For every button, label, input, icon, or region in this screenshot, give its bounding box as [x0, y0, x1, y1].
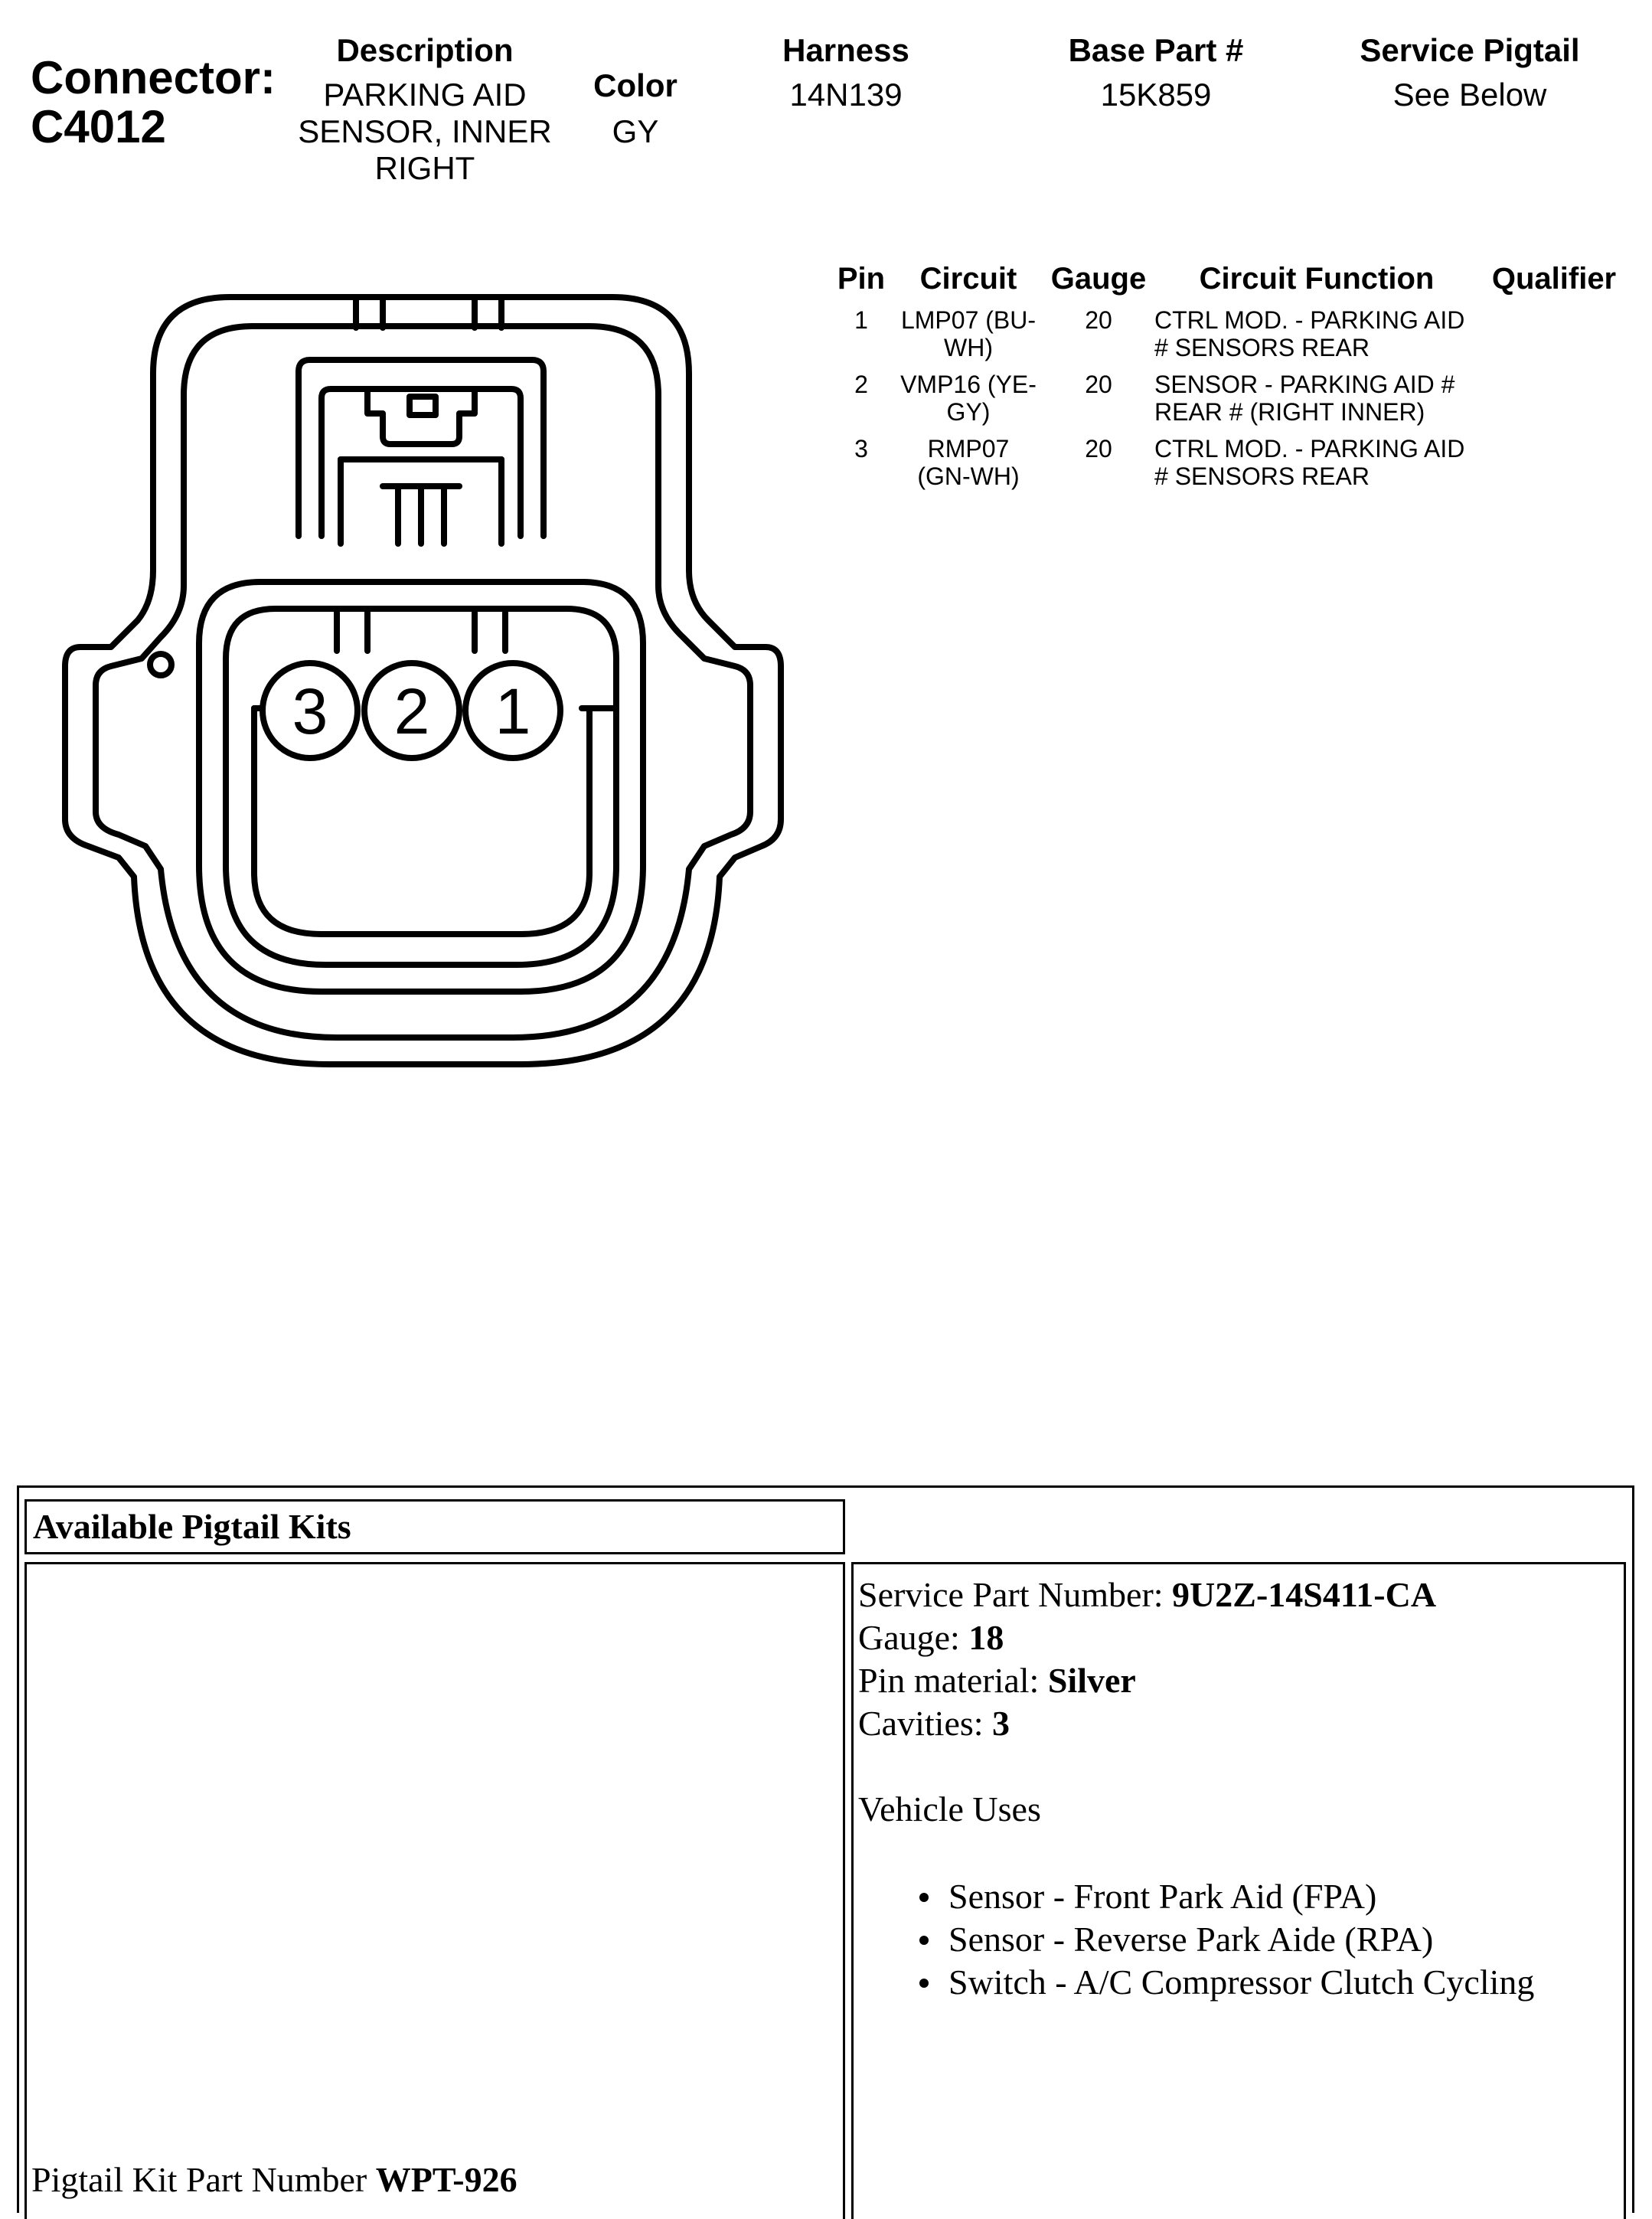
service-part-value: 9U2Z-14S411-CA — [1172, 1575, 1437, 1614]
circuit-line: WH) — [944, 334, 993, 361]
connector-title — [31, 54, 276, 152]
circuit-cell — [888, 306, 1049, 361]
service-pigtail-value: See Below — [1392, 77, 1547, 113]
function-line: CTRL MOD. - PARKING AID — [1154, 435, 1465, 462]
latch-notch — [150, 654, 171, 675]
color-value: GY — [612, 113, 659, 149]
base-part-label: Base Part # — [1068, 32, 1244, 68]
circuit-function-header: Circuit Function — [1199, 262, 1435, 296]
pin-material — [858, 1659, 1624, 1702]
circuit-line: GY) — [946, 398, 991, 426]
pin-cell: 1 — [854, 306, 868, 334]
kits-title-cell — [24, 1499, 845, 1554]
harness-value: 14N139 — [789, 77, 903, 113]
latch-window — [410, 397, 436, 415]
pin-header: Pin — [837, 262, 886, 296]
kit-gauge-value: 18 — [968, 1618, 1004, 1657]
base-part-value: 15K859 — [1100, 77, 1212, 113]
function-cell — [1154, 306, 1476, 361]
harness-label: Harness — [782, 32, 909, 68]
gauge-header: Gauge — [1050, 262, 1147, 296]
circuit-cell — [888, 435, 1049, 490]
description-line: SENSOR, INNER — [298, 113, 552, 149]
description-line: PARKING AID — [323, 77, 527, 113]
function-line: SENSOR - PARKING AID # — [1154, 371, 1455, 398]
color-label: Color — [593, 67, 677, 103]
circuit-line: RMP07 — [927, 435, 1010, 462]
kit-gauge-label: Gauge: — [858, 1618, 969, 1657]
circuit-header: Circuit — [919, 262, 1017, 296]
circuit-line: LMP07 (BU- — [900, 306, 1037, 334]
pin-3-label: 3 — [292, 675, 328, 747]
qualifier-header: Qualifier — [1491, 262, 1617, 296]
vehicle-uses-list — [904, 1875, 1624, 2004]
pigtail-kit-number — [31, 2159, 517, 2201]
gauge-cell: 20 — [1085, 306, 1112, 334]
list-item: Sensor - Reverse Park Aide (RPA) — [904, 1918, 1624, 1961]
pin-2-label: 2 — [393, 675, 430, 747]
cavities-value: 3 — [992, 1704, 1010, 1743]
pin-material-value: Silver — [1047, 1661, 1136, 1700]
function-line: # SENSORS REAR — [1154, 462, 1370, 490]
description-value — [272, 77, 578, 187]
pin-cell: 3 — [854, 435, 868, 462]
kit-gauge — [858, 1616, 1624, 1659]
connector-id: C4012 — [31, 101, 166, 152]
pigtail-kit-label: Pigtail Kit Part Number — [31, 2160, 376, 2199]
cavities — [858, 1702, 1624, 1745]
connector-face-diagram — [46, 283, 796, 1087]
function-line: # SENSORS REAR — [1154, 334, 1370, 361]
service-part-number — [858, 1574, 1624, 1616]
pigtail-kit-value: WPT-926 — [375, 2160, 517, 2199]
cavity-outer — [199, 582, 643, 992]
function-line: REAR # (RIGHT INNER) — [1154, 398, 1425, 426]
kit-image-cell — [24, 1562, 845, 2219]
gauge-cell: 20 — [1085, 435, 1112, 462]
pin-material-label: Pin material: — [858, 1661, 1048, 1700]
gauge-cell: 20 — [1085, 371, 1112, 398]
description-label: Description — [336, 32, 514, 68]
circuit-line: (GN-WH) — [917, 462, 1020, 490]
description-line: RIGHT — [374, 150, 475, 186]
circuit-line: VMP16 (YE- — [900, 371, 1037, 398]
service-part-label: Service Part Number: — [858, 1575, 1173, 1614]
list-item: Switch - A/C Compressor Clutch Cycling — [904, 1961, 1624, 2004]
function-cell — [1154, 371, 1476, 426]
connector-label: Connector: — [31, 52, 276, 103]
cavities-label: Cavities: — [858, 1704, 993, 1743]
kit-details-cell — [851, 1562, 1626, 2219]
function-cell — [1154, 435, 1476, 490]
kits-title: Available Pigtail Kits — [33, 1507, 351, 1546]
vehicle-uses-label: Vehicle Uses — [858, 1789, 1041, 1828]
list-item: Sensor - Front Park Aid (FPA) — [904, 1875, 1624, 1918]
service-pigtail-label: Service Pigtail — [1360, 32, 1580, 68]
function-line: CTRL MOD. - PARKING AID — [1154, 306, 1465, 334]
circuit-cell — [888, 371, 1049, 426]
pin-1-label: 1 — [495, 675, 531, 747]
pin-cell: 2 — [854, 371, 868, 398]
